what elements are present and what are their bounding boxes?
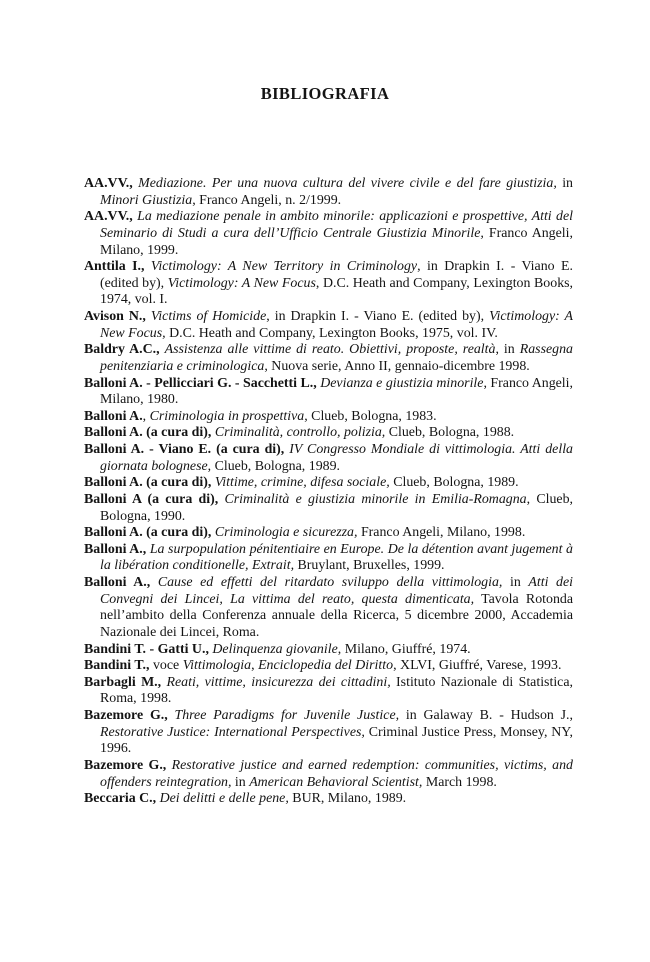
entry-segment-normal: in: [502, 575, 529, 590]
entry-segment-italic: Assistenza alle vittime di reato. Obiettivi, proposte, realtà: [164, 342, 496, 358]
entry-segment-bold: Balloni A. (a cura di),: [84, 425, 215, 441]
entry-segment-italic: Vittimologia: [182, 658, 252, 674]
entry-segment-normal: voce: [152, 658, 183, 674]
entry-segment-normal: , XLVI, Giuffré, Varese, 1993.: [393, 658, 562, 674]
entry-segment-italic: La mediazione penale in ambito minorile: applicazioni e prospettive, Atti del Seminario di Studi a cura dell’Ufficio Centrale Giustizia Minorile,: [100, 209, 573, 241]
entry-segment-bold: Balloni A.,: [84, 541, 150, 557]
entry-segment-normal: , Milano, Giuffré, 1974.: [337, 641, 471, 657]
entry-segment-italic: Victimology: A New Territory in Criminology: [150, 259, 418, 275]
entry-segment-normal: Bruylant, Bruxelles, 1999.: [294, 558, 445, 574]
entry-segment-italic: Restorative Justice: International Perspectives,: [100, 724, 365, 740]
entry-segment-normal: , D.C. Heath and Company, Lexington Books, 1974, vol. I.: [100, 275, 574, 308]
bibliography-entry: [84, 342, 573, 375]
entry-segment-bold: Balloni A. (a cura di),: [84, 525, 215, 541]
bibliography-list: [84, 176, 573, 808]
entry-segment-italic: Victimology: A New Focus: [167, 275, 316, 291]
entry-segment-normal: March 1998.: [422, 774, 497, 790]
entry-segment-bold: Bandini T.,: [84, 658, 153, 674]
entry-segment-normal: Criminal Justice Press, Monsey, NY, 1996.: [100, 724, 573, 757]
entry-segment-normal: , Clueb, Bologna, 1983.: [304, 408, 437, 424]
entry-segment-italic: Criminalità, controllo, polizia,: [214, 425, 386, 441]
bibliography-entry: [84, 642, 573, 659]
entry-segment-italic: Enciclopedia del Diritto: [258, 658, 394, 674]
entry-segment-normal: Clueb, Bologna, 1988.: [385, 425, 515, 441]
entry-segment-bold: Balloni A. (a cura di),: [84, 475, 215, 491]
entry-segment-bold: Balloni A.: [84, 408, 143, 424]
entry-segment-normal: in: [231, 774, 250, 790]
entry-segment-italic: Reati, vittime, insicurezza dei cittadini,: [166, 674, 391, 690]
entry-segment-italic: Atti dei Convegni dei Lincei, La vittima del reato, questa dimenticata,: [100, 575, 573, 607]
entry-segment-normal: , in: [495, 342, 520, 358]
bibliography-entry: [84, 492, 573, 525]
entry-segment-italic: Dei delitti e delle pene,: [159, 791, 289, 807]
bibliography-entry: [84, 376, 573, 409]
bibliography-entry: [84, 309, 573, 342]
entry-segment-normal: , Franco Angeli, Milano, 1980.: [100, 375, 573, 408]
bibliography-entry: [84, 259, 573, 309]
entry-segment-normal: BUR, Milano, 1989.: [288, 791, 407, 807]
entry-segment-bold: Bandini T. - Gatti U.,: [84, 641, 213, 657]
entry-segment-italic: Victims of Homicide: [150, 309, 267, 324]
entry-segment-italic: Delinquenza giovanile: [212, 641, 338, 657]
entry-segment-bold: Balloni A. - Pellicciari G. - Sacchetti L.,: [84, 375, 321, 391]
entry-segment-bold: Balloni A (a cura di),: [84, 491, 225, 507]
entry-segment-italic: Devianza e giustizia minorile: [320, 375, 484, 391]
entry-segment-italic: Criminologia in prospettiva: [149, 408, 305, 424]
entry-segment-normal: in: [562, 176, 573, 191]
entry-segment-bold: AA.VV.,: [84, 209, 138, 225]
entry-segment-italic: Mediazione. Per una nuova cultura del vivere civile e del fare giustizia,: [138, 176, 563, 191]
bibliography-entry: [84, 442, 573, 475]
entry-segment-italic: Criminologia e sicurezza,: [214, 525, 358, 541]
bibliography-entry: [84, 409, 573, 426]
entry-segment-italic: IV Congresso Mondiale di vittimologia. Atti della giornata bolognese: [100, 442, 573, 474]
entry-segment-bold: AA.VV.,: [84, 176, 139, 191]
bibliography-entry: [84, 525, 573, 542]
entry-segment-bold: Bazemore G.,: [84, 708, 175, 723]
page-title: BIBLIOGRAFIA: [260, 84, 390, 103]
entry-segment-bold: Beccaria C.,: [84, 791, 160, 807]
entry-segment-bold: Avison N.,: [84, 309, 151, 324]
bibliography-entry: [84, 791, 573, 808]
entry-segment-normal: Franco Angeli, Milano, 1999.: [100, 225, 573, 258]
entry-segment-bold: Balloni A.,: [84, 575, 158, 590]
bibliography-entry: [84, 708, 573, 758]
entry-segment-normal: , in Drapkin I. - Viano E. (edited by),: [100, 259, 573, 291]
entry-segment-normal: Istituto Nazionale di Statistica, Roma, 1998.: [100, 674, 573, 707]
entry-segment-normal: Tavola Rotonda nell’ambito della Conferenza annuale della Ricerca, 5 dicembre 2000, Accademia Nazionale dei Lincei, Roma.: [100, 591, 573, 640]
entry-segment-italic: Cause ed effetti del ritardato sviluppo della vittimologia,: [157, 575, 503, 590]
entry-segment-italic: Restorative justice and earned redemption: communities, victims, and offenders reintegration,: [100, 757, 573, 790]
entry-segment-normal: Franco Angeli, Milano, 1998.: [357, 525, 526, 541]
entry-segment-italic: Minori Giustizia: [100, 192, 193, 208]
bibliography-entry: [84, 475, 573, 492]
bibliography-entry: [84, 675, 573, 708]
entry-segment-italic: Three Paradigms for Juvenile Justice,: [174, 708, 400, 723]
bibliography-entry: [84, 209, 573, 259]
entry-segment-italic: American Behavioral Scientist,: [249, 774, 423, 790]
bibliography-entry: [84, 658, 573, 675]
entry-segment-normal: , Franco Angeli, n. 2/1999.: [192, 192, 342, 208]
bibliography-entry: [84, 575, 573, 642]
entry-segment-italic: Criminalità e giustizia minorile in Emilia-Romagna: [224, 491, 527, 507]
bibliography-entry: [84, 542, 573, 575]
entry-segment-bold: Bazemore G.,: [84, 757, 172, 773]
entry-segment-italic: Victimology: A New Focus,: [100, 309, 573, 341]
entry-segment-bold: Barbagli M.,: [84, 674, 167, 690]
bibliography-entry: [84, 425, 573, 442]
entry-segment-bold: Balloni A. - Viano E. (a cura di),: [84, 442, 290, 457]
entry-segment-bold: Anttila I.,: [84, 259, 151, 275]
entry-segment-italic: Rassegna penitenziaria e criminologica: [100, 342, 573, 374]
entry-segment-italic: Vittime, crimine, difesa sociale,: [214, 475, 390, 491]
entry-segment-normal: Clueb, Bologna, 1989.: [389, 475, 519, 491]
bibliography-entry: [84, 758, 573, 791]
entry-segment-bold: Baldry A.C.,: [84, 342, 165, 358]
entry-segment-normal: , Clueb, Bologna, 1990.: [100, 491, 574, 524]
entry-segment-normal: in Galaway B. - Hudson J.,: [399, 708, 573, 723]
entry-segment-italic: La surpopulation pénitentiaire en Europe. De la détention avant jugement à la libération conditionelle, Extrait,: [100, 541, 573, 574]
entry-segment-normal: ,: [142, 408, 150, 424]
entry-segment-normal: ,: [251, 658, 259, 674]
bibliography-entry: [84, 176, 573, 209]
entry-segment-normal: , Clueb, Bologna, 1989.: [207, 458, 340, 474]
entry-segment-normal: , in Drapkin I. - Viano E. (edited by),: [266, 309, 490, 324]
entry-segment-normal: , Nuova serie, Anno II, gennaio-dicembre 1998.: [264, 358, 530, 374]
entry-segment-normal: D.C. Heath and Company, Lexington Books, 1975, vol. IV.: [165, 325, 498, 341]
